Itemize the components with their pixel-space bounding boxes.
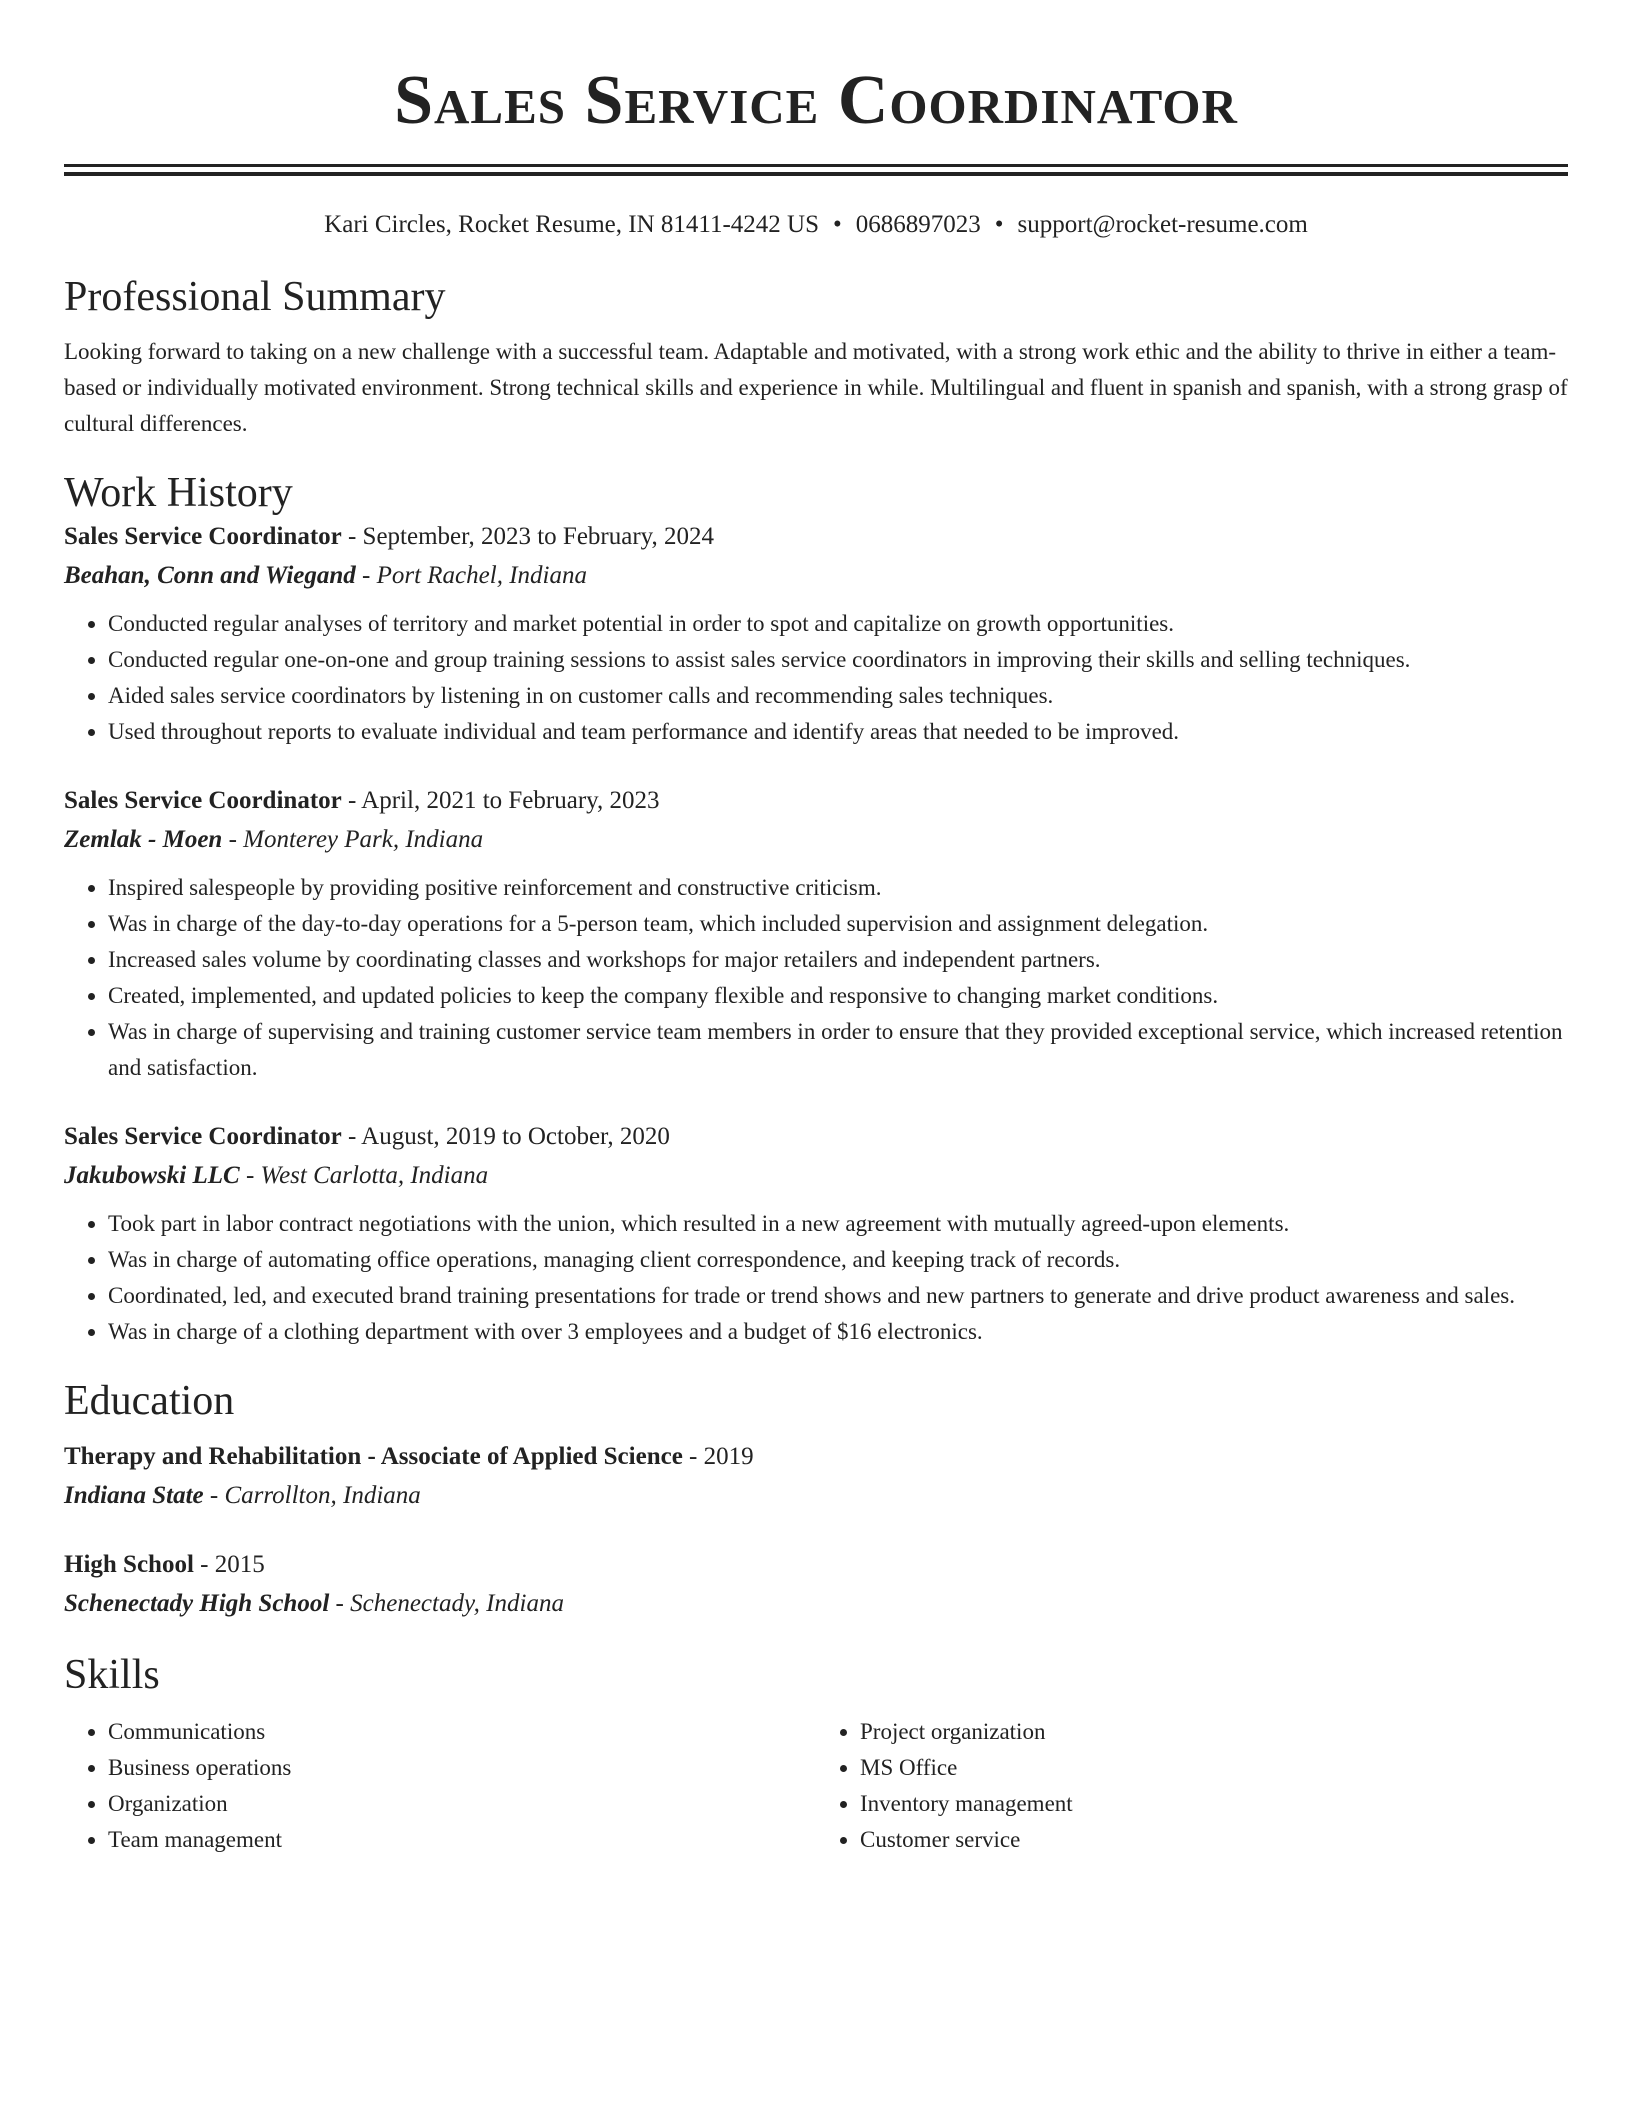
job-title-line	[64, 1118, 1568, 1156]
skills-list-left	[64, 1714, 816, 1858]
job-entry	[64, 518, 1568, 750]
bullet-item: • Increased sales volume by coordinating classes and workshops for major retailers and independent partners.	[108, 942, 1568, 978]
education-entry	[64, 1438, 1568, 1516]
degree-year: - 2015	[193, 1551, 265, 1578]
education-entry	[64, 1546, 1568, 1624]
bullet-item: • Used throughout reports to evaluate individual and team performance and identify areas that needed to be improved.	[108, 714, 1568, 750]
bullet-item: • Was in charge of automating office operations, managing client correspondence, and keeping track of records.	[108, 1242, 1568, 1278]
degree-line	[64, 1438, 1568, 1476]
job-dates: - April, 2021 to February, 2023	[341, 787, 660, 814]
job-dates: - September, 2023 to February, 2024	[341, 523, 715, 550]
job-bullets	[64, 1206, 1568, 1350]
skill-item: • Communications	[108, 1714, 816, 1750]
degree-year: - 2019	[682, 1443, 754, 1470]
school-name: Indiana State	[64, 1482, 204, 1509]
contact-email: support@rocket-resume.com	[1017, 211, 1308, 238]
bullet-item: • Took part in labor contract negotiations with the union, which resulted in a new agreement with mutually agreed-upon elements.	[108, 1206, 1568, 1242]
separator-dot: •	[994, 211, 1004, 238]
bullet-item: • Was in charge of a clothing department with over 3 employees and a budget of $16 electronics.	[108, 1314, 1568, 1350]
degree-name: High School	[64, 1551, 194, 1578]
employer-location: - Port Rachel, Indiana	[355, 562, 587, 589]
school-line	[64, 1584, 1568, 1624]
job-entry	[64, 1118, 1568, 1350]
school-location: - Schenectady, Indiana	[329, 1590, 564, 1617]
degree-name: Therapy and Rehabilitation - Associate of Applied Science	[64, 1443, 683, 1470]
employer-location: - Monterey Park, Indiana	[222, 826, 484, 853]
skill-item: • Project organization	[860, 1714, 1568, 1750]
summary-text: Looking forward to taking on a new challenge with a successful team. Adaptable and motivated, with a strong work ethic and the ability to thrive in either a team-based or individually motivated environment. Strong technical skills and experience in while. Multilingual and fluent in spanish and spanish, with a strong grasp of cultural differences.	[64, 339, 1568, 436]
skill-item: • Organization	[108, 1786, 816, 1822]
skill-item: • Customer service	[860, 1822, 1568, 1858]
section-heading-summary: Professional Summary	[64, 274, 446, 320]
skill-item: • Team management	[108, 1822, 816, 1858]
bullet-item: • Conducted regular one-on-one and group training sessions to assist sales service coordinators in improving their skills and selling techniques.	[108, 642, 1568, 678]
school-location: - Carrollton, Indiana	[203, 1482, 421, 1509]
resume-title: Sales Service Coordinator	[394, 62, 1238, 139]
bullet-item: • Was in charge of supervising and training customer service team members in order to ensure that they provided exceptional service, which increased retention and satisfaction.	[108, 1014, 1568, 1086]
section-heading-work-history: Work History	[64, 470, 293, 516]
contact-phone: 0686897023	[855, 211, 981, 238]
job-bullets	[64, 870, 1568, 1086]
bullet-item: • Conducted regular analyses of territory and market potential in order to spot and capitalize on growth opportunities.	[108, 606, 1568, 642]
contact-line	[64, 210, 1568, 240]
bullet-item: • Aided sales service coordinators by listening in on customer calls and recommending sales techniques.	[108, 678, 1568, 714]
job-title: Sales Service Coordinator	[64, 1123, 342, 1150]
job-entry	[64, 782, 1568, 1086]
skill-item: • MS Office	[860, 1750, 1568, 1786]
bullet-item: • Inspired salespeople by providing positive reinforcement and constructive criticism.	[108, 870, 1568, 906]
job-bullets	[64, 606, 1568, 750]
job-title-line	[64, 518, 1568, 556]
section-heading-skills: Skills	[64, 1652, 160, 1698]
school-name: Schenectady High School	[64, 1590, 330, 1617]
job-title: Sales Service Coordinator	[64, 523, 342, 550]
separator-dot: •	[833, 211, 842, 238]
bullet-item: • Was in charge of the day-to-day operations for a 5-person team, which included supervision and assignment delegation.	[108, 906, 1568, 942]
employer-name: Zemlak - Moen	[64, 826, 223, 853]
title-double-rule	[64, 164, 1568, 176]
employer-line	[64, 1156, 1568, 1196]
bullet-item: • Created, implemented, and updated policies to keep the company flexible and responsive to changing market conditions.	[108, 978, 1568, 1014]
job-title: Sales Service Coordinator	[64, 787, 342, 814]
skills-columns	[64, 1714, 1568, 1858]
employer-name: Beahan, Conn and Wiegand	[64, 562, 356, 589]
employer-location: - West Carlotta, Indiana	[239, 1162, 489, 1189]
employer-line	[64, 820, 1568, 860]
section-heading-education: Education	[64, 1378, 235, 1424]
skill-item: • Inventory management	[860, 1786, 1568, 1822]
school-line	[64, 1476, 1568, 1516]
skills-list-right	[816, 1714, 1568, 1858]
job-dates: - August, 2019 to October, 2020	[341, 1123, 670, 1150]
skill-item: • Business operations	[108, 1750, 816, 1786]
degree-line	[64, 1546, 1568, 1584]
contact-address: Kari Circles, Rocket Resume, IN 81411-4242 US	[324, 211, 819, 238]
employer-line	[64, 556, 1568, 596]
job-title-line	[64, 782, 1568, 820]
bullet-item: • Coordinated, led, and executed brand training presentations for trade or trend shows and new partners to generate and drive product awareness and sales.	[108, 1278, 1568, 1314]
employer-name: Jakubowski LLC	[64, 1162, 240, 1189]
